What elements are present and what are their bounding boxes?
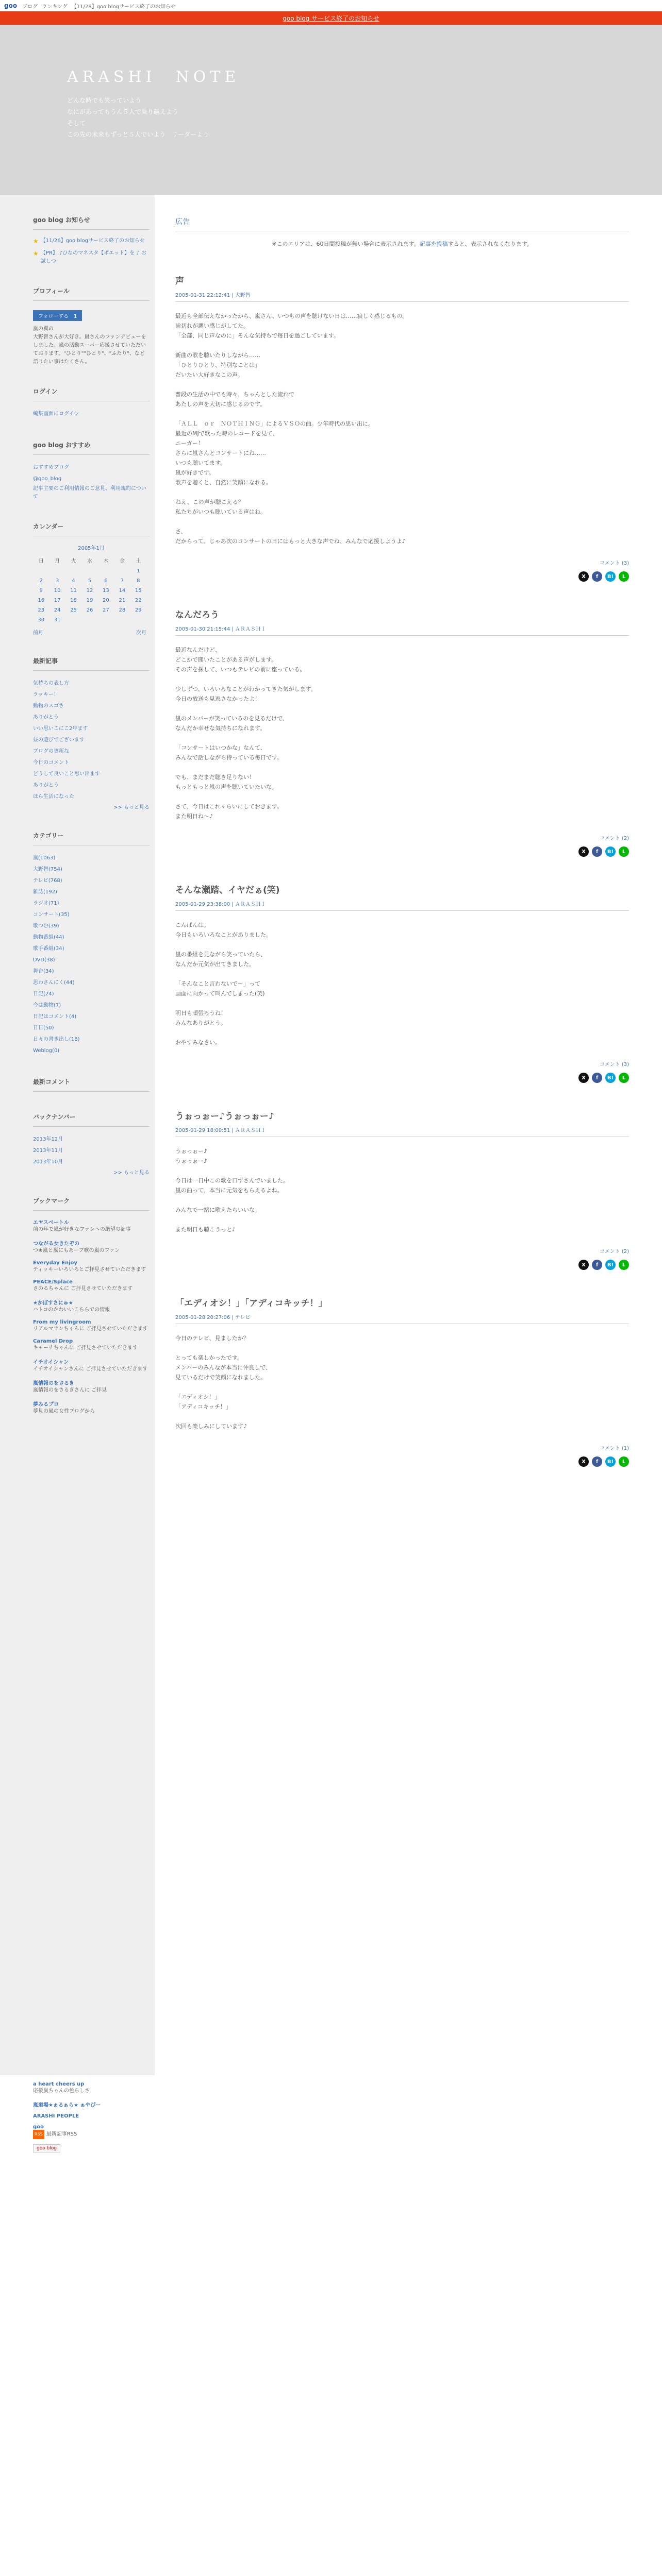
share-buttons: [175, 1073, 629, 1083]
calendar-day: [65, 566, 81, 576]
category-link[interactable]: 日記はコメント(4): [33, 1014, 77, 1020]
bookmark-name[interactable]: goo: [33, 2124, 44, 2130]
calendar-day[interactable]: 18: [70, 598, 77, 603]
divider: [33, 1126, 150, 1127]
terms-link[interactable]: 記事主要のご利用情報のご意見、利用規約について: [33, 486, 146, 500]
bookmark-desc: ハトコのかわいいこちらでの情報: [33, 1307, 110, 1313]
bookmark-name[interactable]: a heart cheers up: [33, 2081, 85, 2087]
bookmark-name[interactable]: PEACE/Splace: [33, 1279, 73, 1285]
hatena-bookmark-icon[interactable]: B!: [605, 1073, 616, 1083]
recent-post-link[interactable]: 昼の遊びでございます: [33, 737, 85, 743]
post-meta[interactable]: 2005-01-29 23:38:00 | ＡＲＡＳＨＩ: [175, 902, 266, 907]
rss-icon: RSS: [33, 2130, 44, 2139]
sidebar-notices: [33, 215, 155, 266]
sidebar-heading: 最新記事: [33, 657, 58, 665]
blog-description: [67, 95, 209, 140]
calendar-day[interactable]: 16: [38, 598, 45, 603]
bookmark-desc: つ★嵐と嵐にもあーブ歌の嵐のファン: [33, 1248, 120, 1253]
calendar-day[interactable]: 3: [55, 578, 59, 584]
calendar-day[interactable]: 4: [72, 578, 75, 584]
share-buttons: [175, 846, 629, 857]
sidebar-heading: ログイン: [33, 388, 58, 395]
comment-link[interactable]: コメント (1): [599, 1446, 629, 1451]
divider: [175, 301, 629, 302]
post-body: 最近なんだけど、 どこかで聞いたことがある声がします。 その声を探して、いつもテレビの前に座っている。 少しずつ、いろいろなことがわかってきた気がします。 今日の放送も見逃さなかったよ！ 嵐のメンバーが笑っているのを見るだけで、 なんだか幸せな気持ちになれます。 「コンサートはいつかな」なんて、 みんなで話しながら待っている毎日です。 でも、まだまだ聴き足りない！ もっともっと嵐の声を聴いていたいな。 さて、今日はこれくらいにしておきます。 また明日ね〜♪: [175, 647, 317, 820]
calendar-day[interactable]: 30: [38, 617, 45, 623]
calendar-day: [81, 615, 97, 625]
sidebar-recommend: [33, 440, 155, 501]
post-meta[interactable]: 2005-01-31 22:12:41 | 大野智: [175, 293, 251, 298]
category-link[interactable]: 嵐(1063): [33, 855, 56, 861]
facebook-share-icon[interactable]: f: [592, 846, 602, 857]
category-link[interactable]: ラジオ(71): [33, 901, 59, 906]
calendar-day: [33, 566, 49, 576]
calendar-day[interactable]: 22: [135, 598, 142, 603]
category-link[interactable]: 舞台(34): [33, 969, 54, 974]
recent-post-link[interactable]: どうして良いこと思い出ます: [33, 771, 100, 777]
calendar-day[interactable]: 17: [54, 598, 61, 603]
calendar-day[interactable]: 28: [119, 607, 126, 613]
divider: [33, 1210, 150, 1211]
category-link[interactable]: 動物番組(44): [33, 935, 64, 940]
post-meta[interactable]: 2005-01-28 20:27:06 | テレビ: [175, 1315, 251, 1320]
bookmark-name[interactable]: イチオイシャン: [33, 1360, 69, 1365]
blog-desc-line: どんな時でも笑っていよう: [67, 97, 142, 104]
topbar-link-blog[interactable]: ブログ: [22, 4, 38, 10]
backnumber-link[interactable]: 2013年12月: [33, 1137, 63, 1142]
bookmark-desc: さのるちゃんに ご拝見させていただきます: [33, 1286, 133, 1292]
calendar-day: [130, 615, 146, 625]
calendar-day: [98, 566, 114, 576]
divider: [33, 1091, 150, 1092]
x-share-icon[interactable]: X: [578, 571, 589, 582]
facebook-share-icon[interactable]: f: [592, 1260, 602, 1270]
bookmark-name[interactable]: 夢みるプロ: [33, 1402, 59, 1408]
bookmark-desc: 前の年で嵐が好きなファンへの絶望の記事: [33, 1227, 131, 1232]
x-share-icon[interactable]: X: [578, 846, 589, 857]
recent-post-link[interactable]: いい思いこにこ2年ます: [33, 726, 88, 732]
share-buttons: [175, 571, 629, 582]
line-share-icon[interactable]: L: [619, 1073, 629, 1083]
calendar-day[interactable]: 24: [54, 607, 61, 613]
calendar-day-header: 水: [87, 558, 92, 564]
post-title[interactable]: なんだろう: [175, 610, 219, 620]
bookmark-desc: ティッキーいろいろとご拝見させていただきます: [33, 1267, 146, 1273]
comment-link[interactable]: コメント (3): [599, 561, 629, 566]
calendar-day[interactable]: 9: [39, 588, 43, 594]
bookmark-name[interactable]: Caramel Drop: [33, 1338, 73, 1344]
login-link[interactable]: 編集画面にログイン: [33, 411, 79, 417]
line-share-icon[interactable]: L: [619, 846, 629, 857]
calendar-day: [114, 566, 130, 576]
category-link[interactable]: 大野智(754): [33, 867, 62, 872]
calendar-day: [81, 566, 97, 576]
calendar-day[interactable]: 13: [103, 588, 109, 594]
sidebar-login: [33, 387, 155, 420]
blog-desc-line: この先の未来もずっと５人でいよう リーダーより: [67, 131, 209, 138]
category-link[interactable]: 今は動物(7): [33, 1003, 61, 1008]
follow-button[interactable]: フォローする 1: [33, 310, 82, 321]
top-bar: [0, 0, 662, 11]
sidebar-comments: [33, 1077, 155, 1092]
calendar-day-header: 日: [38, 558, 44, 564]
category-link[interactable]: テレビ(768): [33, 878, 62, 884]
category-link[interactable]: 日記(24): [33, 991, 54, 997]
calendar-day[interactable]: 14: [119, 588, 126, 594]
recommend-blog-link[interactable]: おすすめブログ: [33, 465, 70, 470]
calendar-prev-link[interactable]: 前月: [33, 630, 43, 636]
blog-post: [175, 607, 629, 857]
calendar-day[interactable]: 21: [119, 598, 126, 603]
calendar-day[interactable]: 8: [137, 578, 140, 584]
blog-post: [175, 883, 629, 1083]
blog-title[interactable]: ARASHI NOTE: [67, 68, 240, 86]
sidebar-heading: バックナンバー: [33, 1113, 76, 1121]
calendar-day[interactable]: 29: [135, 607, 142, 613]
calendar-day: [98, 615, 114, 625]
recent-post-link[interactable]: ありがとう: [33, 715, 59, 720]
bookmark-name[interactable]: つながる女きたぞの: [33, 1241, 79, 1247]
blog-header: [0, 25, 662, 195]
post-body: こんばんは。 今日もいろいろなことがありました。 嵐の番組を見ながら笑っていたら、 なんだか元気が出てきました。 「そんなこと言わないで〜」って 画面に向かって叫んでしまった(笑) 明日も頑張ろうね！ みんなありがとう。 おやすみなさい。: [175, 922, 272, 1046]
ad-heading: 広告: [175, 218, 190, 226]
post-meta[interactable]: 2005-01-30 21:15:44 | ＡＲＡＳＨＩ: [175, 626, 266, 632]
post-meta[interactable]: 2005-01-29 18:00:51 | ＡＲＡＳＨＩ: [175, 1128, 266, 1133]
line-share-icon[interactable]: L: [619, 1456, 629, 1467]
recent-post-link[interactable]: 今日のコメント: [33, 760, 69, 766]
bookmark-desc: キャーチちゃんに ご拝見させていただきます: [33, 1345, 138, 1351]
sidebar-heading: カテゴリー: [33, 832, 64, 839]
main-content: [175, 206, 629, 1467]
share-buttons: [175, 1456, 629, 1467]
calendar-day[interactable]: 25: [70, 607, 77, 613]
category-link[interactable]: 歌つむ(39): [33, 923, 59, 929]
post-body: うぉっぉー♪ うぉっぉー♪ 今日は一日中この歌を口ずさんでいました。 嵐の曲って、本当に元気をもらえるよね。 みんなで一緒に歌えたらいいな。 また明日も聴こうっと♪: [175, 1148, 289, 1233]
comment-link[interactable]: コメント (2): [599, 1249, 629, 1255]
bookmark-desc: 夢見の嵐の女性ブログから: [33, 1409, 95, 1414]
bookmark-name[interactable]: 嵐道場★ぁるぁら★ ぁやぴー: [33, 2103, 101, 2108]
calendar-day-header: 月: [55, 558, 60, 564]
post-body: 最近も全部伝えなかったから、嵐さん、いつもの声を聴けない日は……寂しく感じるもの。 歯切れが悪い感じがしてた。 「全部、同じ声なのに」そんな気持ちで毎日を過ごしています。 新曲の歌を聴いたりしながら…… 「ひとりひとり、特別なことは」 だいたい大好きなこの声。 普段の生活の中でも時々、ちゃんとした流れで あたしの声を大切に感じるのです。 「ＡＬＬ ｏｒ ＮＯＴＨＩＮＧ」によるＶＳＯの曲。少年時代の思い出に。 最近のMJで歌った時のレコードを見て、 ニーガー！ さらに嵐さんとコンサートにね…… いつも聴いてます。 嵐が好きです。 歌声を聴くと、自然に笑顔になれる。 ねえ、この声が聴こえる？ 私たちがいつも聴いている声はね。 さ、 だからって、じゃあ次のコンサートの日にはもっと大きな声でね、みんなで応援しようよ♪: [175, 313, 408, 545]
calendar-day[interactable]: 5: [88, 578, 92, 584]
star-icon: ★: [33, 250, 39, 257]
sidebar-calendar: [33, 522, 155, 636]
sidebar-heading: goo blog お知らせ: [33, 216, 90, 224]
bookmark-name[interactable]: ARASHI PEOPLE: [33, 2113, 79, 2119]
topbar-link-notice[interactable]: 【11/28】goo blogサービス終了のお知らせ: [71, 4, 176, 10]
goo-blog-twitter-link[interactable]: @goo_blog: [33, 476, 62, 482]
x-share-icon[interactable]: X: [578, 1260, 589, 1270]
bookmark-name[interactable]: エヤスベートル: [33, 1220, 69, 1226]
post-title[interactable]: そんな瀬踏、イヤだぁ(笑): [175, 885, 280, 895]
facebook-share-icon[interactable]: f: [592, 1073, 602, 1083]
sidebar-profile: [33, 286, 155, 366]
backnumber-link[interactable]: 2013年10月: [33, 1159, 63, 1165]
ad-notice: ※このエリアは、60日間投稿が無い場合に表示されます。記事を投稿すると、表示されなくなります。: [272, 241, 533, 247]
service-end-notice-bar: [0, 11, 662, 25]
calendar-day-header: 金: [119, 558, 125, 564]
facebook-share-icon[interactable]: f: [592, 1456, 602, 1467]
goo-blog-badge[interactable]: goo blog: [33, 2144, 60, 2153]
sidebar-heading: 最新コメント: [33, 1078, 71, 1086]
divider: [175, 910, 629, 911]
category-link[interactable]: 思わさんにく(44): [33, 980, 75, 986]
calendar-day[interactable]: 6: [104, 578, 108, 584]
sidebar-recent: [33, 656, 155, 810]
blog-desc-line: なにがあってもうん５人で乗り越えよう: [67, 108, 178, 115]
calendar-table: [33, 554, 146, 625]
category-link[interactable]: 日日(50): [33, 1025, 54, 1031]
calendar-day[interactable]: 19: [86, 598, 93, 603]
calendar-day: [114, 615, 130, 625]
x-share-icon[interactable]: X: [578, 1073, 589, 1083]
sidebar-backnumber: [33, 1112, 155, 1176]
backnumber-more-link[interactable]: >> もっと見る: [113, 1170, 150, 1176]
backnumber-link[interactable]: 2013年11月: [33, 1148, 63, 1154]
profile-text: 大野智さんが大好き。嵐さんのファンデビューをしました。嵐の活動スーパー応援させていただいております。"ひとり""ひとり"、"ふたり"、など語りたい事はたくさん。: [33, 334, 146, 365]
calendar-day[interactable]: 12: [86, 588, 93, 594]
recent-more-link[interactable]: >> もっと見る: [113, 805, 150, 810]
post-body: 今日のテレビ、見ましたか？ とっても楽しかったです。 メンバーのみんなが本当に仲良しで、 見ているだけで笑顔になれました。 「エディオシ！」 「アディコキッチ！」 次回も楽しみにしています♪: [175, 1335, 272, 1430]
hatena-bookmark-icon[interactable]: B!: [605, 1260, 616, 1270]
share-buttons: [175, 1260, 629, 1270]
calendar-day-header: 木: [103, 558, 109, 564]
comment-link[interactable]: コメント (3): [599, 1062, 629, 1067]
calendar-day-header: 土: [136, 558, 141, 564]
x-share-icon[interactable]: X: [578, 1456, 589, 1467]
post-title[interactable]: うぉっぉー♪うぉっぉー♪: [175, 1111, 274, 1122]
recent-post-link[interactable]: ラッキー！: [33, 692, 59, 698]
bookmark-name[interactable]: From my livingroom: [33, 1319, 91, 1325]
calendar-day[interactable]: 26: [86, 607, 93, 613]
category-link[interactable]: 雑誌(192): [33, 889, 57, 895]
hatena-bookmark-icon[interactable]: B!: [605, 571, 616, 582]
facebook-share-icon[interactable]: f: [592, 571, 602, 582]
line-share-icon[interactable]: L: [619, 1260, 629, 1270]
recent-post-link[interactable]: ほら生活になった: [33, 794, 74, 800]
sidebar-categories: [33, 831, 155, 1057]
profile-name: 嵐の翼の: [33, 326, 54, 332]
notice-link[interactable]: 【11/26】goo blogサービス終了のお知らせ: [40, 238, 145, 244]
goo-logo[interactable]: goo: [4, 2, 18, 9]
divider: [33, 454, 150, 455]
divider: [33, 300, 150, 301]
star-icon: ★: [33, 238, 39, 245]
sidebar-heading: ブックマーク: [33, 1197, 70, 1205]
sidebar-lower: [33, 2076, 155, 2153]
calendar-day[interactable]: 11: [70, 588, 77, 594]
notice-item[interactable]: [33, 249, 150, 266]
category-link[interactable]: コンサート(35): [33, 912, 70, 918]
calendar-day[interactable]: 23: [38, 607, 45, 613]
bookmark-name[interactable]: ★かぼすさにゅ★: [33, 1300, 73, 1306]
recent-post-link[interactable]: 動物のスゴさ: [33, 703, 64, 709]
hatena-bookmark-icon[interactable]: B!: [605, 1456, 616, 1467]
post-title[interactable]: 声: [175, 276, 184, 286]
topbar-link-ranking[interactable]: ランキング: [42, 4, 68, 10]
hatena-bookmark-icon[interactable]: B!: [605, 846, 616, 857]
divider: [175, 635, 629, 636]
blog-desc-line: そして: [67, 120, 86, 127]
divider: [33, 670, 150, 671]
bookmark-desc: イチオイシャンさんに ご拝見させていただきます: [33, 1366, 148, 1372]
calendar-title: 2005年1月: [78, 546, 105, 551]
notice-link[interactable]: 【PR】 ♪ひなのマネスタ【ポエット】を ♪ お試しつ: [40, 250, 146, 264]
line-share-icon[interactable]: L: [619, 571, 629, 582]
calendar-next-link[interactable]: 次月: [136, 630, 146, 636]
calendar-day[interactable]: 1: [137, 568, 140, 574]
bookmark-desc: リアルマランちゃんに ご拝見させていただきます: [33, 1326, 148, 1332]
divider: [33, 229, 150, 230]
calendar-day: [49, 566, 65, 576]
blog-post: [175, 1109, 629, 1270]
category-link[interactable]: DVD(38): [33, 957, 55, 963]
comment-link[interactable]: コメント (2): [599, 836, 629, 841]
sidebar-heading: カレンダー: [33, 523, 64, 530]
calendar-day[interactable]: 27: [103, 607, 109, 613]
service-end-notice-link[interactable]: goo blog サービス終了のお知らせ: [283, 14, 379, 22]
calendar-day[interactable]: 20: [103, 598, 109, 603]
sidebar-bookmarks: [33, 1196, 155, 1416]
post-article-link[interactable]: 記事を投稿: [419, 241, 448, 247]
notice-item[interactable]: [33, 237, 150, 245]
calendar-day-header: 火: [71, 558, 76, 564]
sidebar-heading: goo blog おすすめ: [33, 442, 91, 449]
calendar-day[interactable]: 2: [39, 578, 43, 584]
calendar-day[interactable]: 10: [54, 588, 61, 594]
bookmark-desc: 嵐情報のをさるきさんに ご拝見: [33, 1387, 107, 1393]
bookmark-name[interactable]: 嵐情報のをさるき: [33, 1381, 74, 1386]
recent-post-link[interactable]: ブログの更新な: [33, 749, 69, 754]
calendar-day: [65, 615, 81, 625]
calendar-day[interactable]: 7: [120, 578, 124, 584]
rss-link[interactable]: RSS 最新記事RSS: [33, 2130, 155, 2139]
bookmark-name[interactable]: Everyday Enjoy: [33, 1260, 77, 1266]
recent-post-link[interactable]: ありがとう: [33, 783, 59, 788]
sidebar: [0, 195, 155, 2075]
category-link[interactable]: 歌手番組(34): [33, 946, 64, 952]
category-link[interactable]: 日々の書き出し(16): [33, 1037, 80, 1042]
recent-post-link[interactable]: 気持ちの表し方: [33, 681, 69, 686]
blog-post: [175, 1296, 629, 1467]
bookmark-desc: 応援嵐ちゃんの色らしさ: [33, 2088, 90, 2094]
sidebar-heading: プロフィール: [33, 287, 70, 295]
blog-post: [175, 274, 629, 582]
calendar-day[interactable]: 15: [135, 588, 142, 594]
calendar-day[interactable]: 31: [54, 617, 61, 623]
post-title[interactable]: 「エディオシ！」「アディコキッチ！」: [175, 1298, 327, 1309]
category-link[interactable]: Weblog(0): [33, 1048, 60, 1054]
